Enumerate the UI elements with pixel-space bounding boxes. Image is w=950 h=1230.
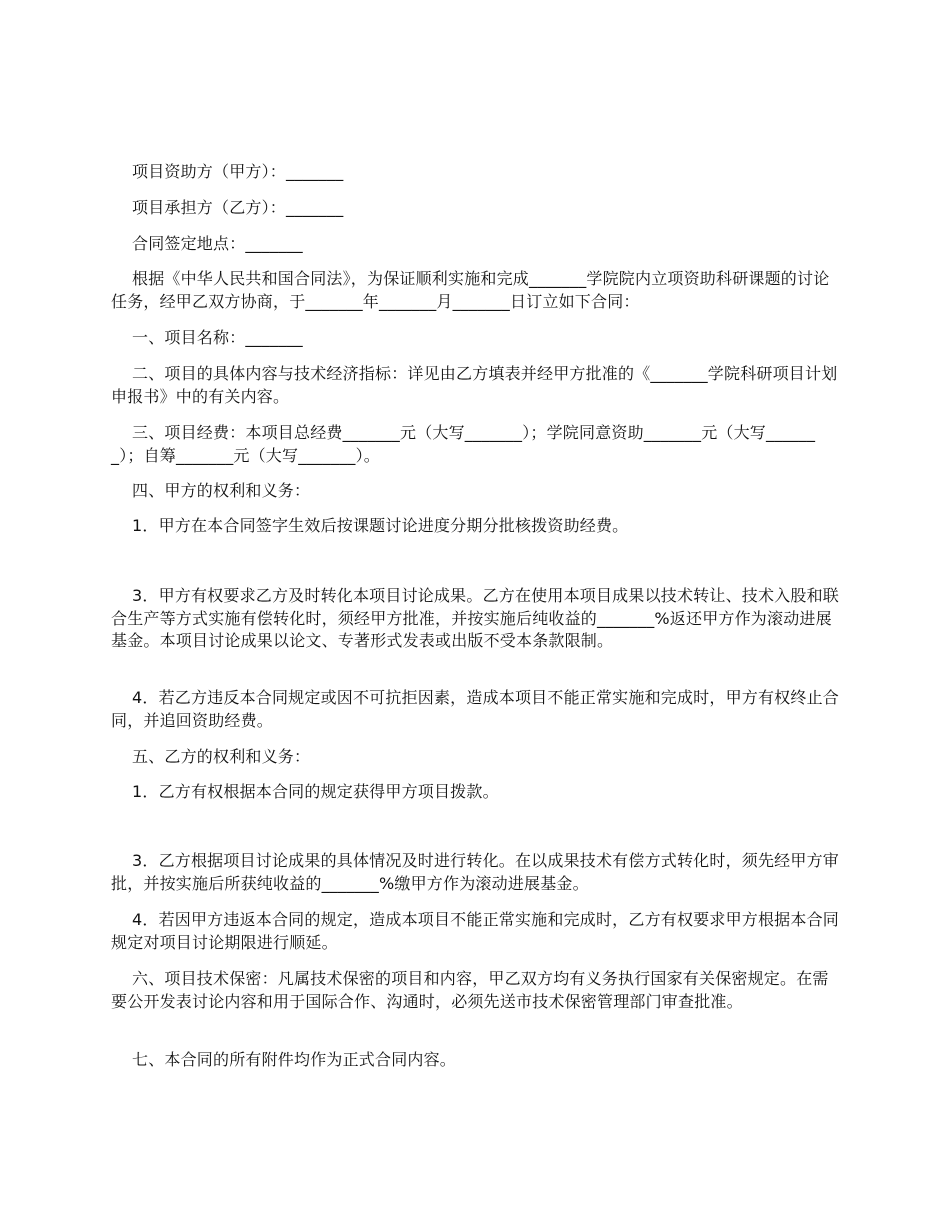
clause-6-confidentiality: 六、项目技术保密：凡属技术保密的项目和内容，甲乙双方均有义务执行国家有关保密规定。在需要公开发表讨论内容和用于国际合作、沟通时，必须先送市技术保密管理部门审查批准。 <box>111 969 829 1011</box>
clause-4-heading: 四、甲方的权利和义务： <box>132 481 311 500</box>
clause-3-funding: 三、项目经费：本项目总经费_______元（大写_______）；学院同意资助_______元（大写_______）；自筹_______元（大写_______）。 <box>111 423 816 465</box>
clause-5-item-4: 4．若因甲方违返本合同的规定，造成本项目不能正常实施和完成时，乙方有权要求甲方根据本合同规定对项目讨论期限进行顺延。 <box>111 910 839 952</box>
clause-4-item-1: 1．甲方在本合同签字生效后按课题讨论进度分期分批核拨资助经费。 <box>132 516 629 535</box>
party-a-line: 项目资助方（甲方）：_______ <box>132 162 344 181</box>
clause-5-item-3: 3．乙方根据项目讨论成果的具体情况及时进行转化。在以成果技术有偿方式转化时，须先经甲方审批，并按实施后所获纯收益的_______%缴甲方作为滚动进展基金。 <box>111 851 839 893</box>
clause-1-project-name: 一、项目名称：_______ <box>132 328 303 347</box>
clause-7-attachments: 七、本合同的所有附件均作为正式合同内容。 <box>132 1050 457 1069</box>
preamble-paragraph: 根据《中华人民共和国合同法》，为保证顺利实施和完成_______学院院内立项资助科研课题的讨论任务，经甲乙双方协商，于_______年_______月_______日订立如下合同： <box>111 269 830 311</box>
clause-4-item-3: 3．甲方有权要求乙方及时转化本项目讨论成果。乙方在使用本项目成果以技术转让、技术入股和联合生产等方式实施有偿转化时，须经甲方批准，并按实施后纯收益的_______%返还甲方作为滚动进展基金。本项目讨论成果以论文、专著形式发表或出版不受本条款限制。 <box>111 586 839 650</box>
clause-4-item-4: 4．若乙方违反本合同规定或因不可抗拒因素，造成本项目不能正常实施和完成时，甲方有权终止合同，并追回资助经费。 <box>111 688 839 730</box>
clause-5-item-1: 1．乙方有权根据本合同的规定获得甲方项目拨款。 <box>132 782 499 801</box>
party-b-line: 项目承担方（乙方）：_______ <box>132 198 344 217</box>
clause-2-content: 二、项目的具体内容与技术经济指标：详见由乙方填表并经甲方批准的《_______学院科研项目计划申报书》中的有关内容。 <box>111 364 838 406</box>
clause-5-heading: 五、乙方的权利和义务： <box>132 747 311 766</box>
signing-location-line: 合同签定地点：_______ <box>132 234 303 253</box>
